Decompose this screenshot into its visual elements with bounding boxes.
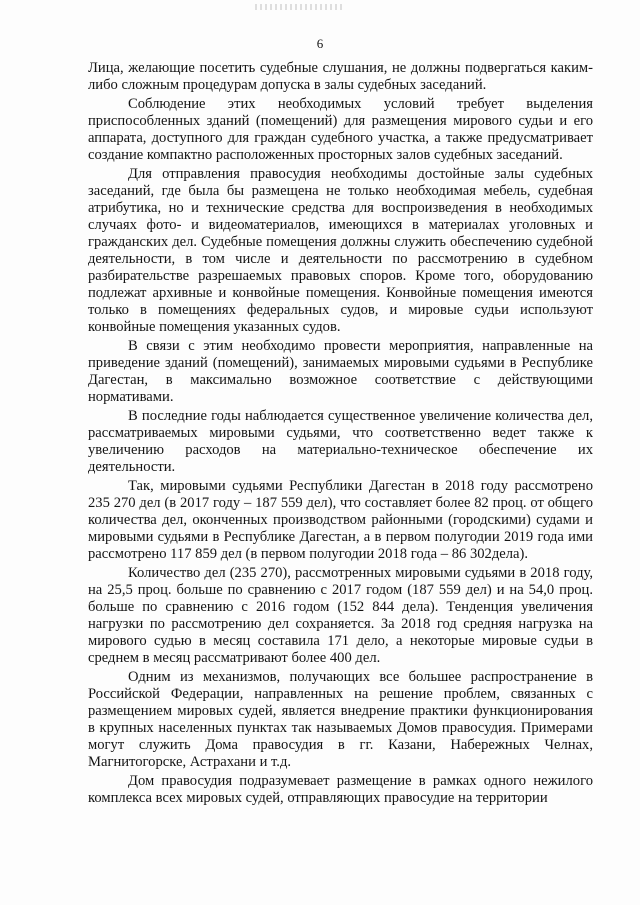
paragraph-5: В последние годы наблюдается существенное увеличение количества дел, рассматриваемых мировыми судьями, что соответственно ведет также к увеличению расходов на материально-техническое обеспечение их деятельности. — [88, 408, 593, 475]
paragraph-2: Соблюдение этих необходимых условий требует выделения приспособленных зданий (помещений) для размещения мирового судьи и его аппарата, доступного для граждан судебного участка, а также предусматривает создание компактно расположенных просторных залов судебных заседаний. — [88, 96, 593, 163]
scan-artifact — [255, 4, 345, 10]
paragraph-8: Одним из механизмов, получающих все большее распространение в Российской Федерации, направленных на решение проблем, связанных с размещением мировых судей, является внедрение практики функционирования в крупных населенных пунктах так называемых Домов правосудия. Примерами могут служить Дома правосудия в гг. Казани, Набережных Челнах, Магнитогорске, Астрахани и т.д. — [88, 669, 593, 770]
page-number: 6 — [316, 36, 324, 51]
paragraph-3: Для отправления правосудия необходимы достойные залы судебных заседаний, где была бы размещена не только необходимая мебель, судебная атрибутика, но и технические средства для воспроизведения в необходимых случаях фото- и видеоматериалов, имеющихся в материалах уголовных и гражданских дел. Судебные помещения должны служить обеспечению судебной деятельности, в том числе и деятельности по рассмотрению в судебном разбирательстве разрешаемых правовых споров. Кроме того, оборудованию подлежат архивные и конвойные помещения. Конвойные помещения имеются только в помещениях федеральных судов, и мировые судьи используют конвойные помещения указанных судов. — [88, 166, 593, 335]
paragraph-6: Так, мировыми судьями Республики Дагестан в 2018 году рассмотрено 235 270 дел (в 2017 году – 187 559 дел), что составляет более 82 проц. от общего количества дел, оконченных производством районными (городскими) судами и мировыми судьями в Республике Дагестан, а в первом полугодии 2019 года ими рассмотрено 117 859 дел (в первом полугодии 2018 года – 86 302дела). — [88, 478, 593, 562]
paragraph-7: Количество дел (235 270), рассмотренных мировыми судьями в 2018 году, на 25,5 проц. больше по сравнению с 2017 годом (187 559 дел) и на 54,0 проц. больше по сравнению с 2016 годом (152 844 дела). Тенденция увеличения нагрузки по рассмотрению дел сохраняется. За 2018 год средняя нагрузка на мирового судью в месяц составила 171 дело, а некоторые мировые судьи в среднем в месяц рассматривают более 400 дел. — [88, 565, 593, 666]
paragraph-4: В связи с этим необходимо провести мероприятия, направленные на приведение зданий (помещений), занимаемых мировыми судьями в Республике Дагестан, в максимально возможное соответствие с действующими нормативами. — [88, 338, 593, 405]
paragraph-9: Дом правосудия подразумевает размещение в рамках одного нежилого комплекса всех мировых судей, отправляющих правосудие на территории — [88, 773, 593, 806]
document-body — [88, 60, 593, 809]
paragraph-1: Лица, желающие посетить судебные слушания, не должны подвергаться каким-либо сложным процедурам допуска в залы судебных заседаний. — [88, 60, 593, 93]
